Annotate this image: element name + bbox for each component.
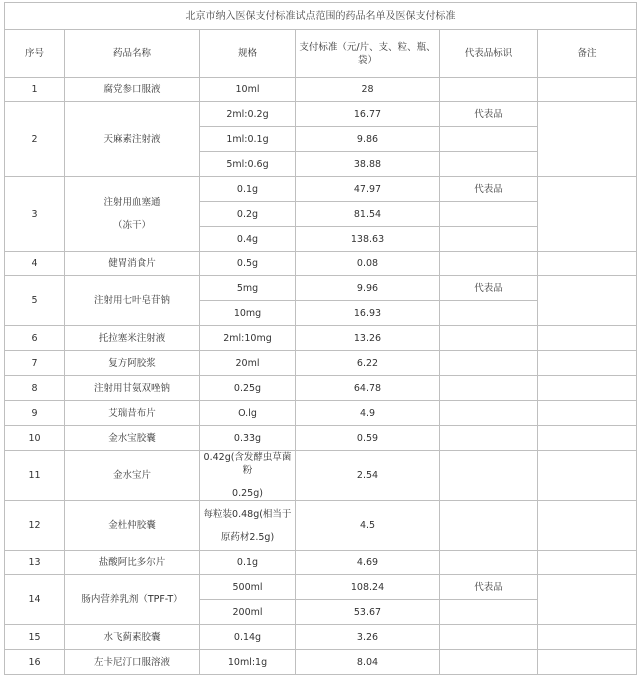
rep-cell <box>440 650 538 675</box>
price-cell: 81.54 <box>296 202 440 227</box>
spec-cell: 5mg <box>200 276 296 301</box>
drug-name-cell <box>65 177 200 252</box>
price-cell: 0.08 <box>296 252 440 276</box>
spec-cell: 0.14g <box>200 625 296 650</box>
spec-cell <box>200 501 296 551</box>
seq-cell: 11 <box>5 451 65 501</box>
drug-name-cell: 肠内营养乳剂（TPF-T） <box>65 575 200 625</box>
header-spec: 规格 <box>200 30 296 78</box>
spec-cell: 0.25g <box>200 376 296 401</box>
price-cell: 108.24 <box>296 575 440 600</box>
rep-cell <box>440 78 538 102</box>
rep-cell <box>440 351 538 376</box>
drug-name-cell: 艾瑞昔布片 <box>65 401 200 426</box>
note-cell <box>538 650 637 675</box>
drug-name-cell: 金水宝片 <box>65 451 200 501</box>
table-row <box>5 252 637 276</box>
note-cell <box>538 252 637 276</box>
price-cell: 6.22 <box>296 351 440 376</box>
rep-cell <box>440 326 538 351</box>
rep-cell <box>440 227 538 252</box>
spec-cell: 0.1g <box>200 177 296 202</box>
drug-name-line1: 注射用血塞通 <box>103 197 161 208</box>
spec-cell: 20ml <box>200 351 296 376</box>
price-cell: 28 <box>296 78 440 102</box>
table-row <box>5 575 637 600</box>
header-row <box>5 30 637 78</box>
spec-line2: 0.25g) <box>232 488 263 499</box>
seq-cell: 14 <box>5 575 65 625</box>
price-cell: 4.69 <box>296 551 440 575</box>
price-cell: 64.78 <box>296 376 440 401</box>
seq-cell: 6 <box>5 326 65 351</box>
spec-cell: O.lg <box>200 401 296 426</box>
drug-name-cell: 左卡尼汀口服溶液 <box>65 650 200 675</box>
header-price-line2: 袋） <box>357 54 377 66</box>
rep-cell <box>440 301 538 326</box>
drug-name-cell: 注射用甘氨双唑钠 <box>65 376 200 401</box>
rep-cell: 代表品 <box>440 575 538 600</box>
drug-name-cell: 托拉塞米注射液 <box>65 326 200 351</box>
seq-cell: 16 <box>5 650 65 675</box>
price-cell: 13.26 <box>296 326 440 351</box>
spec-line2: 原药材2.5g) <box>220 531 275 543</box>
seq-cell: 5 <box>5 276 65 326</box>
note-cell <box>538 625 637 650</box>
drug-name-cell: 注射用七叶皂苷钠 <box>65 276 200 326</box>
price-cell: 2.54 <box>296 451 440 501</box>
rep-cell <box>440 426 538 451</box>
drug-name-cell: 金水宝胶囊 <box>65 426 200 451</box>
price-cell: 53.67 <box>296 600 440 625</box>
note-cell <box>538 351 637 376</box>
price-cell: 16.93 <box>296 301 440 326</box>
rep-cell <box>440 127 538 152</box>
seq-cell: 3 <box>5 177 65 252</box>
rep-cell: 代表品 <box>440 102 538 127</box>
header-price-line1: 支付标准（元/片、支、粒、瓶、 <box>299 41 436 53</box>
rep-cell <box>440 152 538 177</box>
drug-name-cell: 盐酸阿比多尔片 <box>65 551 200 575</box>
note-cell <box>538 426 637 451</box>
spec-cell: 200ml <box>200 600 296 625</box>
spec-cell: 0.33g <box>200 426 296 451</box>
table-row <box>5 501 637 551</box>
spec-cell: 0.5g <box>200 252 296 276</box>
rep-cell <box>440 551 538 575</box>
rep-cell <box>440 451 538 501</box>
drug-name-cell: 腐党参口服液 <box>65 78 200 102</box>
price-cell: 4.9 <box>296 401 440 426</box>
spec-cell: 0.2g <box>200 202 296 227</box>
table-row <box>5 351 637 376</box>
rep-cell <box>440 600 538 625</box>
table-row <box>5 102 637 127</box>
price-cell: 0.59 <box>296 426 440 451</box>
seq-cell: 8 <box>5 376 65 401</box>
rep-cell <box>440 501 538 551</box>
drug-name-cell: 复方阿胶浆 <box>65 351 200 376</box>
header-name: 药品名称 <box>65 30 200 78</box>
seq-cell: 4 <box>5 252 65 276</box>
rep-cell: 代表品 <box>440 276 538 301</box>
note-cell <box>538 575 637 625</box>
price-cell: 138.63 <box>296 227 440 252</box>
header-rep: 代表品标识 <box>440 30 538 78</box>
rep-cell <box>440 401 538 426</box>
price-cell: 4.5 <box>296 501 440 551</box>
spec-line1: 每粒装0.48g(相当于 <box>203 508 292 520</box>
note-cell <box>538 177 637 252</box>
seq-cell: 9 <box>5 401 65 426</box>
seq-cell: 15 <box>5 625 65 650</box>
spec-cell: 0.1g <box>200 551 296 575</box>
seq-cell: 1 <box>5 78 65 102</box>
header-seq: 序号 <box>5 30 65 78</box>
note-cell <box>538 451 637 501</box>
drug-name-line2: （冻干） <box>112 220 151 231</box>
note-cell <box>538 78 637 102</box>
rep-cell: 代表品 <box>440 177 538 202</box>
price-cell: 38.88 <box>296 152 440 177</box>
note-cell <box>538 551 637 575</box>
table-row <box>5 376 637 401</box>
rep-cell <box>440 376 538 401</box>
rep-cell <box>440 252 538 276</box>
seq-cell: 13 <box>5 551 65 575</box>
spec-cell: 5ml:0.6g <box>200 152 296 177</box>
spec-cell: 10ml <box>200 78 296 102</box>
note-cell <box>538 276 637 326</box>
note-cell <box>538 376 637 401</box>
spec-cell: 10ml:1g <box>200 650 296 675</box>
spec-line1: 0.42g(含发酵虫草菌粉 <box>203 452 292 476</box>
price-cell: 9.96 <box>296 276 440 301</box>
spec-cell: 1ml:0.1g <box>200 127 296 152</box>
table-title: 北京市纳入医保支付标准试点范围的药品名单及医保支付标准 <box>5 3 637 30</box>
spec-cell: 10mg <box>200 301 296 326</box>
table-row <box>5 326 637 351</box>
price-cell: 16.77 <box>296 102 440 127</box>
note-cell <box>538 401 637 426</box>
note-cell <box>538 326 637 351</box>
price-cell: 3.26 <box>296 625 440 650</box>
table-row <box>5 177 637 202</box>
spec-cell: 0.4g <box>200 227 296 252</box>
table-row <box>5 276 637 301</box>
drug-name-cell: 天麻素注射液 <box>65 102 200 177</box>
drug-table-container <box>4 2 636 675</box>
header-price <box>296 30 440 78</box>
seq-cell: 10 <box>5 426 65 451</box>
table-row <box>5 78 637 102</box>
drug-name-cell: 健胃消食片 <box>65 252 200 276</box>
rep-cell <box>440 202 538 227</box>
note-cell <box>538 102 637 177</box>
spec-cell: 500ml <box>200 575 296 600</box>
seq-cell: 2 <box>5 102 65 177</box>
seq-cell: 12 <box>5 501 65 551</box>
table-row <box>5 650 637 675</box>
price-cell: 8.04 <box>296 650 440 675</box>
table-row <box>5 625 637 650</box>
spec-cell: 2ml:0.2g <box>200 102 296 127</box>
header-note: 备注 <box>538 30 637 78</box>
spec-cell: 2ml:10mg <box>200 326 296 351</box>
drug-payment-table <box>4 2 637 675</box>
rep-cell <box>440 625 538 650</box>
price-cell: 47.97 <box>296 177 440 202</box>
note-cell <box>538 501 637 551</box>
drug-name-cell: 金杜仲胶囊 <box>65 501 200 551</box>
drug-name-cell: 水飞蓟素胶囊 <box>65 625 200 650</box>
seq-cell: 7 <box>5 351 65 376</box>
table-row <box>5 451 637 501</box>
title-row <box>5 3 637 30</box>
table-row <box>5 401 637 426</box>
table-row <box>5 426 637 451</box>
price-cell: 9.86 <box>296 127 440 152</box>
table-row <box>5 551 637 575</box>
spec-cell <box>200 451 296 501</box>
